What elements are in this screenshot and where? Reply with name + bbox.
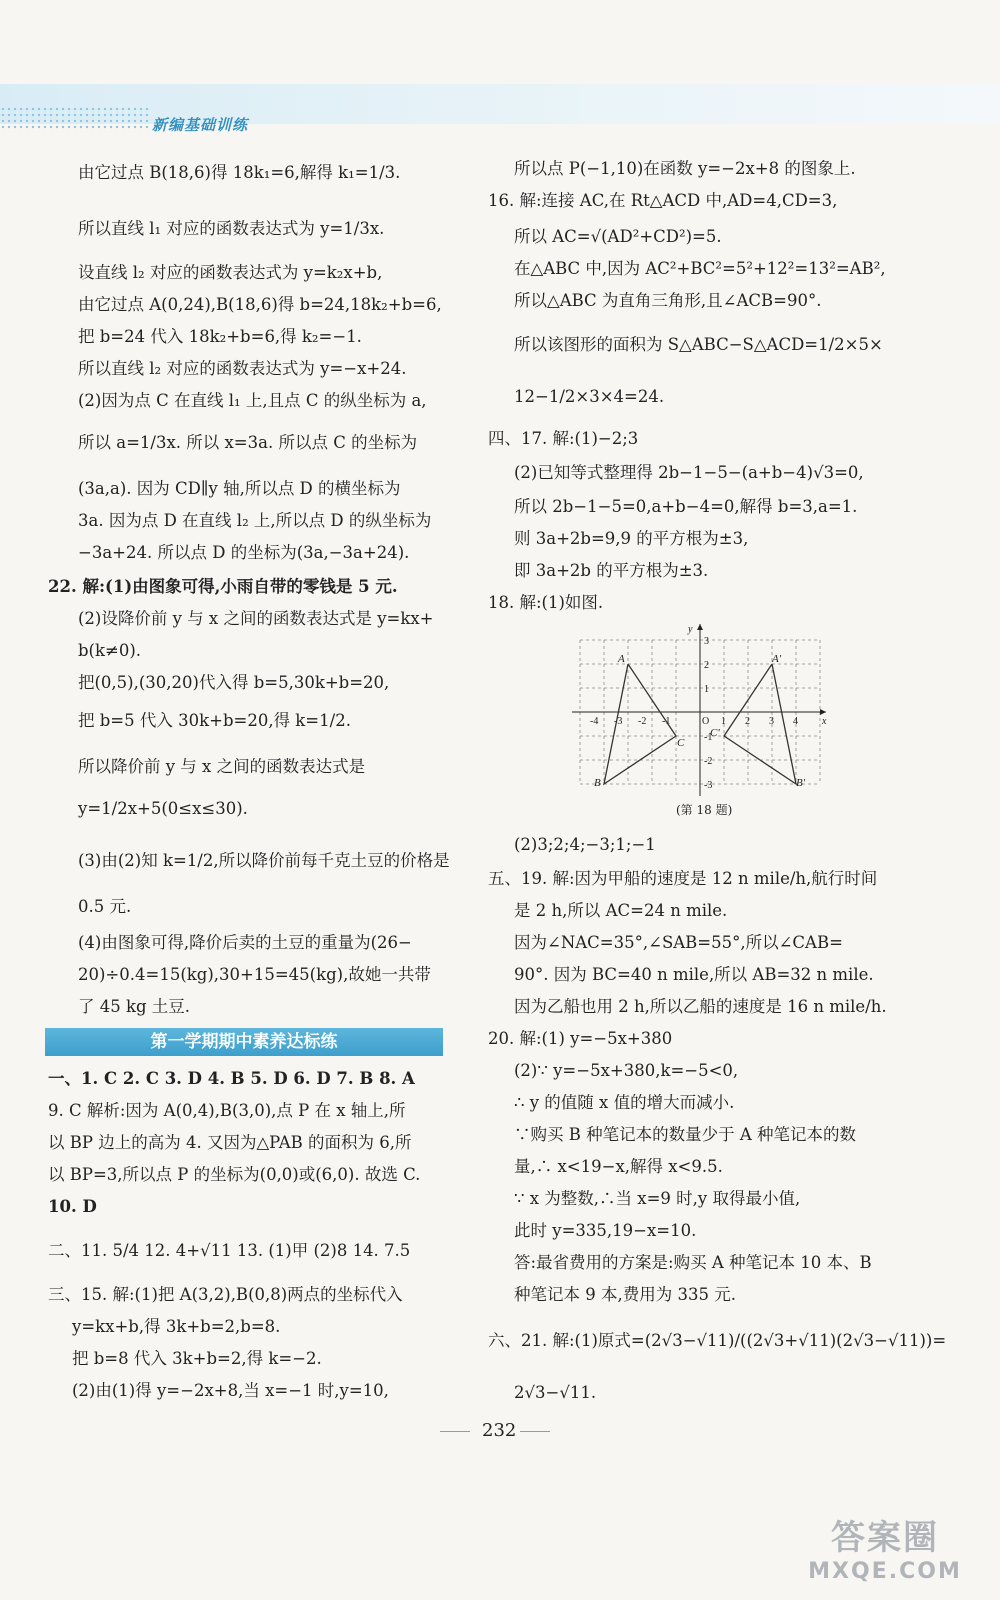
text-line: 则 3a+2b=9,9 的平方根为±3, (514, 529, 749, 548)
page-dash-left (440, 1431, 470, 1432)
text-line: 所以直线 l₂ 对应的函数表达式为 y=−x+24. (78, 359, 407, 378)
text-line: 所以 AC=√(AD²+CD²)=5. (514, 227, 722, 246)
x-tick: 4 (793, 716, 798, 727)
point-label: C' (710, 727, 720, 739)
text-line: 设直线 l₂ 对应的函数表达式为 y=k₂x+b, (78, 263, 383, 282)
text-line: 是 2 h,所以 AC=24 n mile. (514, 901, 728, 920)
text-line: (2)由(1)得 y=−2x+8,当 x=−1 时,y=10, (72, 1381, 389, 1400)
y-tick: -3 (704, 780, 713, 791)
text-line: 把 b=5 代入 30k+b=20,得 k=1/2. (78, 711, 351, 730)
x-tick: -3 (614, 716, 623, 727)
text-line: 了 45 kg 土豆. (78, 997, 191, 1016)
text-line: (2)因为点 C 在直线 l₁ 上,且点 C 的纵坐标为 a, (78, 391, 427, 410)
text-line: (2)∵ y=−5x+380,k=−5<0, (514, 1061, 739, 1080)
question-22: 22. 解:(1)由图象可得,小雨自带的零钱是 5 元. (48, 577, 398, 596)
watermark-bottom: MXQE.COM (808, 1559, 962, 1584)
text-line: 在△ABC 中,因为 AC²+BC²=5²+12²=13²=AB², (514, 259, 886, 278)
section-banner: 第一学期期中素养达标练 (45, 1028, 443, 1056)
text-line: 12−1/2×3×4=24. (514, 387, 665, 406)
text-line: 所以点 P(−1,10)在函数 y=−2x+8 的图象上. (514, 159, 856, 178)
y-tick: -2 (704, 756, 713, 767)
origin-label: O (702, 716, 710, 727)
x-tick: -1 (662, 716, 671, 727)
x-tick: 3 (769, 716, 774, 727)
question-20: 20. 解:(1) y=−5x+380 (488, 1029, 673, 1048)
watermark-logo (790, 1510, 980, 1590)
answer-10: 10. D (48, 1197, 97, 1216)
question-19: 五、19. 解:因为甲船的速度是 12 n mile/h,航行时间 (488, 869, 878, 888)
text-line: 以 BP 边上的高为 4. 又因为△PAB 的面积为 6,所 (48, 1133, 412, 1152)
point-label: C (677, 737, 685, 749)
point-label: B' (796, 777, 806, 789)
text-line: 因为∠NAC=35°,∠SAB=55°,所以∠CAB= (514, 933, 843, 952)
answers-1-8: 一、1. C 2. C 3. D 4. B 5. D 6. D 7. B 8. A (48, 1069, 415, 1088)
text-line: b(k≠0). (78, 641, 142, 660)
point-label: B (594, 777, 601, 789)
x-tick: 1 (721, 716, 726, 727)
question-16: 16. 解:连接 AC,在 Rt△ACD 中,AD=4,CD=3, (488, 191, 838, 210)
text-line: 由它过点 A(0,24),B(18,6)得 b=24,18k₂+b=6, (78, 295, 442, 314)
header-dots (0, 106, 150, 132)
text-line: (2)已知等式整理得 2b−1−5−(a+b−4)√3=0, (514, 463, 864, 482)
y-tick: 1 (704, 684, 709, 695)
text-line: 此时 y=335,19−x=10. (514, 1221, 697, 1240)
question-15: 三、15. 解:(1)把 A(3,2),B(0,8)两点的坐标代入 (48, 1285, 403, 1304)
text-line: (2)设降价前 y 与 x 之间的函数表达式是 y=kx+ (78, 609, 434, 628)
coordinate-graph (570, 620, 830, 800)
question-17: 四、17. 解:(1)−2;3 (488, 429, 639, 448)
y-tick: -1 (704, 732, 713, 743)
y-tick: 3 (704, 636, 709, 647)
watermark-top: 答案圈 (831, 1518, 939, 1558)
x-tick: -4 (590, 716, 599, 727)
text-line: 所以该图形的面积为 S△ABC−S△ACD=1/2×5× (514, 335, 883, 354)
text-line: (2)3;2;4;−3;1;−1 (514, 835, 656, 854)
y-tick: 2 (704, 660, 709, 671)
question-18: 18. 解:(1)如图. (488, 593, 604, 612)
text-line: −3a+24. 所以点 D 的坐标为(3a,−3a+24). (78, 543, 410, 562)
text-line: 所以直线 l₁ 对应的函数表达式为 y=1/3x. (78, 219, 385, 238)
text-line: 把 b=24 代入 18k₂+b=6,得 k₂=−1. (78, 327, 362, 346)
page-number: 232 (482, 1420, 517, 1441)
text-line: 0.5 元. (78, 897, 132, 916)
text-line: 把(0,5),(30,20)代入得 b=5,30k+b=20, (78, 673, 390, 692)
text-line: 90°. 因为 BC=40 n mile,所以 AB=32 n mile. (514, 965, 874, 984)
text-line: 3a. 因为点 D 在直线 l₂ 上,所以点 D 的纵坐标为 (78, 511, 432, 530)
text-line: 所以 2b−1−5=0,a+b−4=0,解得 b=3,a=1. (514, 497, 858, 516)
answers-11-14: 二、11. 5/4 12. 4+√11 13. (1)甲 (2)8 14. 7.5 (48, 1241, 411, 1260)
y-axis-label: y (688, 624, 693, 635)
text-line: y=kx+b,得 3k+b=2,b=8. (72, 1317, 281, 1336)
text-line: ∴ y 的值随 x 值的增大而减小. (514, 1093, 735, 1112)
point-label: A' (772, 653, 782, 665)
text-line: 所以△ABC 为直角三角形,且∠ACB=90°. (514, 291, 822, 310)
text-line: ∵ x 为整数,∴当 x=9 时,y 取得最小值, (514, 1189, 801, 1208)
text-line: 所以降价前 y 与 x 之间的函数表达式是 (78, 757, 366, 776)
text-line: 所以 a=1/3x. 所以 x=3a. 所以点 C 的坐标为 (78, 433, 418, 452)
figure-caption: (第 18 题) (676, 803, 733, 817)
text-line: 因为乙船也用 2 h,所以乙船的速度是 16 n mile/h. (514, 997, 887, 1016)
text-line: 量,∴ x<19−x,解得 x<9.5. (514, 1157, 723, 1176)
text-line: (3)由(2)知 k=1/2,所以降价前每千克土豆的价格是 (78, 851, 450, 870)
point-label: A (618, 653, 625, 665)
text-line: 9. C 解析:因为 A(0,4),B(3,0),点 P 在 x 轴上,所 (48, 1101, 406, 1120)
text-line: 2√3−√11. (514, 1383, 597, 1402)
text-line: 答:最省费用的方案是:购买 A 种笔记本 10 本、B (514, 1253, 872, 1272)
text-line: ∵购买 B 种笔记本的数量少于 A 种笔记本的数 (514, 1125, 857, 1144)
header-band (0, 84, 1000, 124)
text-line: (3a,a). 因为 CD∥y 轴,所以点 D 的横坐标为 (78, 479, 401, 498)
text-line: 20)÷0.4=15(kg),30+15=45(kg),故她一共带 (78, 965, 431, 984)
question-21: 六、21. 解:(1)原式=(2√3−√11)/((2√3+√11)(2√3−√11))= (488, 1331, 947, 1350)
header-title: 新编基础训练 (152, 116, 249, 134)
page-dash-right (520, 1431, 550, 1432)
x-tick: -2 (638, 716, 647, 727)
text-line: 即 3a+2b 的平方根为±3. (514, 561, 709, 580)
text-line: (4)由图象可得,降价后卖的土豆的重量为(26− (78, 933, 412, 952)
text-line: 由它过点 B(18,6)得 18k₁=6,解得 k₁=1/3. (78, 163, 401, 182)
text-line: y=1/2x+5(0≤x≤30). (78, 799, 248, 818)
text-line: 把 b=8 代入 3k+b=2,得 k=−2. (72, 1349, 322, 1368)
text-line: 以 BP=3,所以点 P 的坐标为(0,0)或(6,0). 故选 C. (48, 1165, 421, 1184)
text-line: 种笔记本 9 本,费用为 335 元. (514, 1285, 736, 1304)
x-axis-label: x (822, 716, 827, 727)
x-tick: 2 (745, 716, 750, 727)
